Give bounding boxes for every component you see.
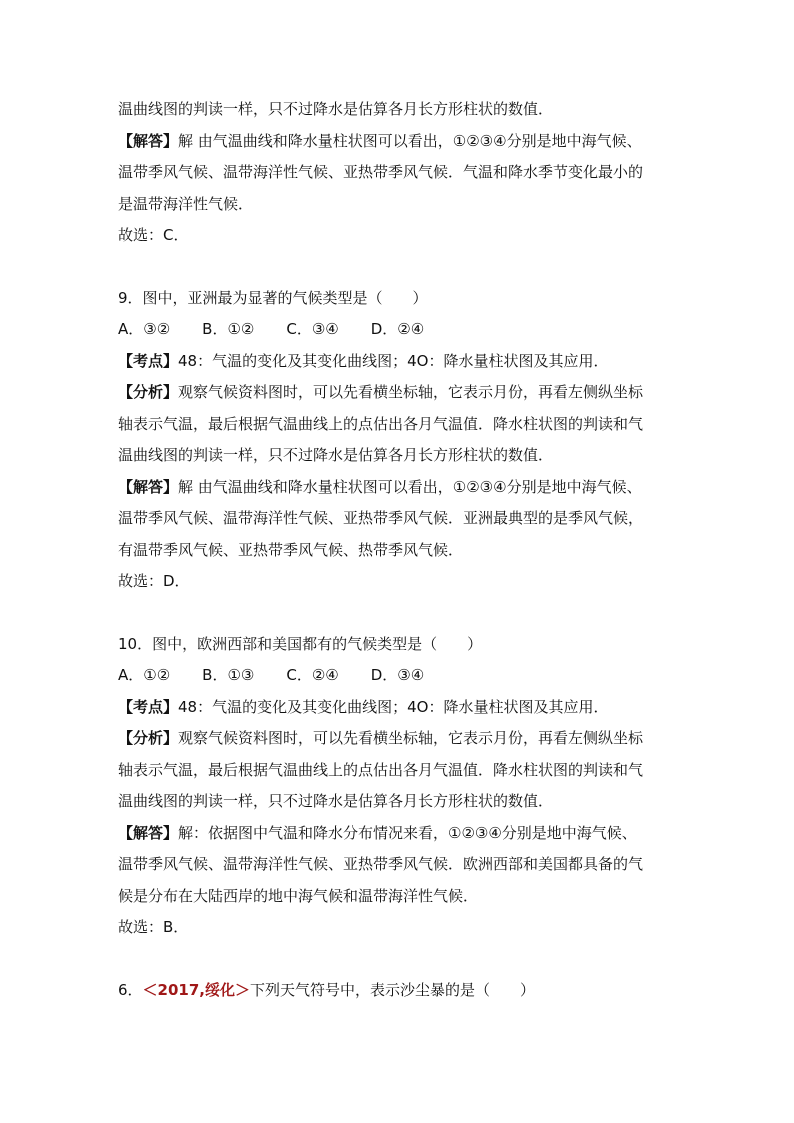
- q9-stem: 9．图中，亚洲最为显著的气候类型是（ ）: [118, 288, 428, 307]
- q10-kaodian: 【考点】48：气温的变化及其变化曲线图；4O：降水量柱状图及其应用．: [118, 697, 609, 716]
- q10-answer-line-3: 候是分布在大陆西岸的地中海气候和温带海洋性气候．: [118, 886, 479, 905]
- kaodian-tag: 【考点】: [118, 351, 179, 370]
- q10-option-a: A．①②: [118, 666, 171, 684]
- q9-option-a: A．③②: [118, 320, 171, 338]
- q8-answer-line-1: 【解答】解 由气温曲线和降水量柱状图可以看出，①②③④分别是地中海气候、: [118, 131, 642, 150]
- q8-choice: 故选：C．: [118, 226, 189, 244]
- q10-fenxi-line-1: 【分析】观察气候资料图时，可以先看横坐标轴，它表示月份，再看左侧纵坐标: [118, 729, 644, 747]
- q9-option-d: D．②④: [370, 320, 425, 338]
- fenxi-tag: 【分析】: [118, 383, 179, 401]
- q10-fenxi-line-2: 轴表示气温，最后根据气温曲线上的点估出各月气温值．降水柱状图的判读和气: [118, 760, 644, 779]
- q10-option-d: D．③④: [370, 666, 425, 684]
- fenxi-tag: 【分析】: [118, 729, 179, 747]
- q8-answer-line-2: 温带季风气候、温带海洋性气候、亚热带季风气候．气温和降水季节变化最小的: [118, 163, 644, 181]
- q10-answer-line-2: 温带季风气候、温带海洋性气候、亚热带季风气候．欧洲西部和美国都具备的气: [118, 855, 644, 873]
- q9-fenxi-line-1: 【分析】观察气候资料图时，可以先看横坐标轴，它表示月份，再看左侧纵坐标: [118, 383, 644, 401]
- answer-tag: 【解答】: [118, 823, 179, 842]
- q9-option-b: B．①②: [202, 320, 255, 338]
- q9-fenxi-line-3: 温曲线图的判读一样，只不过降水是估算各月长方形柱状的数值．: [118, 446, 554, 464]
- q6-question: 下列天气符号中，表示沙尘暴的是（ ）: [250, 980, 536, 999]
- q9-option-c: C．③④: [286, 320, 339, 338]
- kaodian-tag: 【考点】: [118, 697, 179, 716]
- q9-kaodian: 【考点】48：气温的变化及其变化曲线图；4O：降水量柱状图及其应用．: [118, 351, 609, 370]
- q8-answer-line-3: 是温带海洋性气候．: [118, 194, 254, 213]
- q9-choice: 故选：D．: [118, 572, 190, 590]
- q9-answer-line-3: 有温带季风气候、亚热带季风气候、热带季风气候．: [118, 540, 464, 559]
- q9-answer-line-1: 【解答】解 由气温曲线和降水量柱状图可以看出，①②③④分别是地中海气候、: [118, 477, 642, 496]
- q9-fenxi-line-2: 轴表示气温，最后根据气温曲线上的点估出各月气温值．降水柱状图的判读和气: [118, 414, 644, 433]
- q6-number: 6．: [118, 980, 143, 999]
- q9-options: [118, 314, 734, 346]
- q10-answer-line-1: 【解答】解：依据图中气温和降水分布情况来看，①②③④分别是地中海气候、: [118, 823, 637, 842]
- q10-choice: 故选：B．: [118, 918, 189, 936]
- q10-stem: 10．图中，欧洲西部和美国都有的气候类型是（ ）: [118, 634, 483, 653]
- q6-stem: [118, 975, 734, 1007]
- q8-analysis-tail: 温曲线图的判读一样，只不过降水是估算各月长方形柱状的数值．: [118, 100, 554, 118]
- answer-tag: 【解答】: [118, 477, 179, 496]
- q10-fenxi-line-3: 温曲线图的判读一样，只不过降水是估算各月长方形柱状的数值．: [118, 792, 554, 810]
- q10-option-b: B．①③: [202, 666, 255, 684]
- q10-options: [118, 660, 734, 692]
- answer-tag: 【解答】: [118, 131, 179, 150]
- q10-option-c: C．②④: [286, 666, 339, 684]
- q9-answer-line-2: 温带季风气候、温带海洋性气候、亚热带季风气候．亚洲最典型的是季风气候，: [118, 509, 644, 527]
- q6-source-tag: ＜2017,绥化＞: [142, 980, 250, 999]
